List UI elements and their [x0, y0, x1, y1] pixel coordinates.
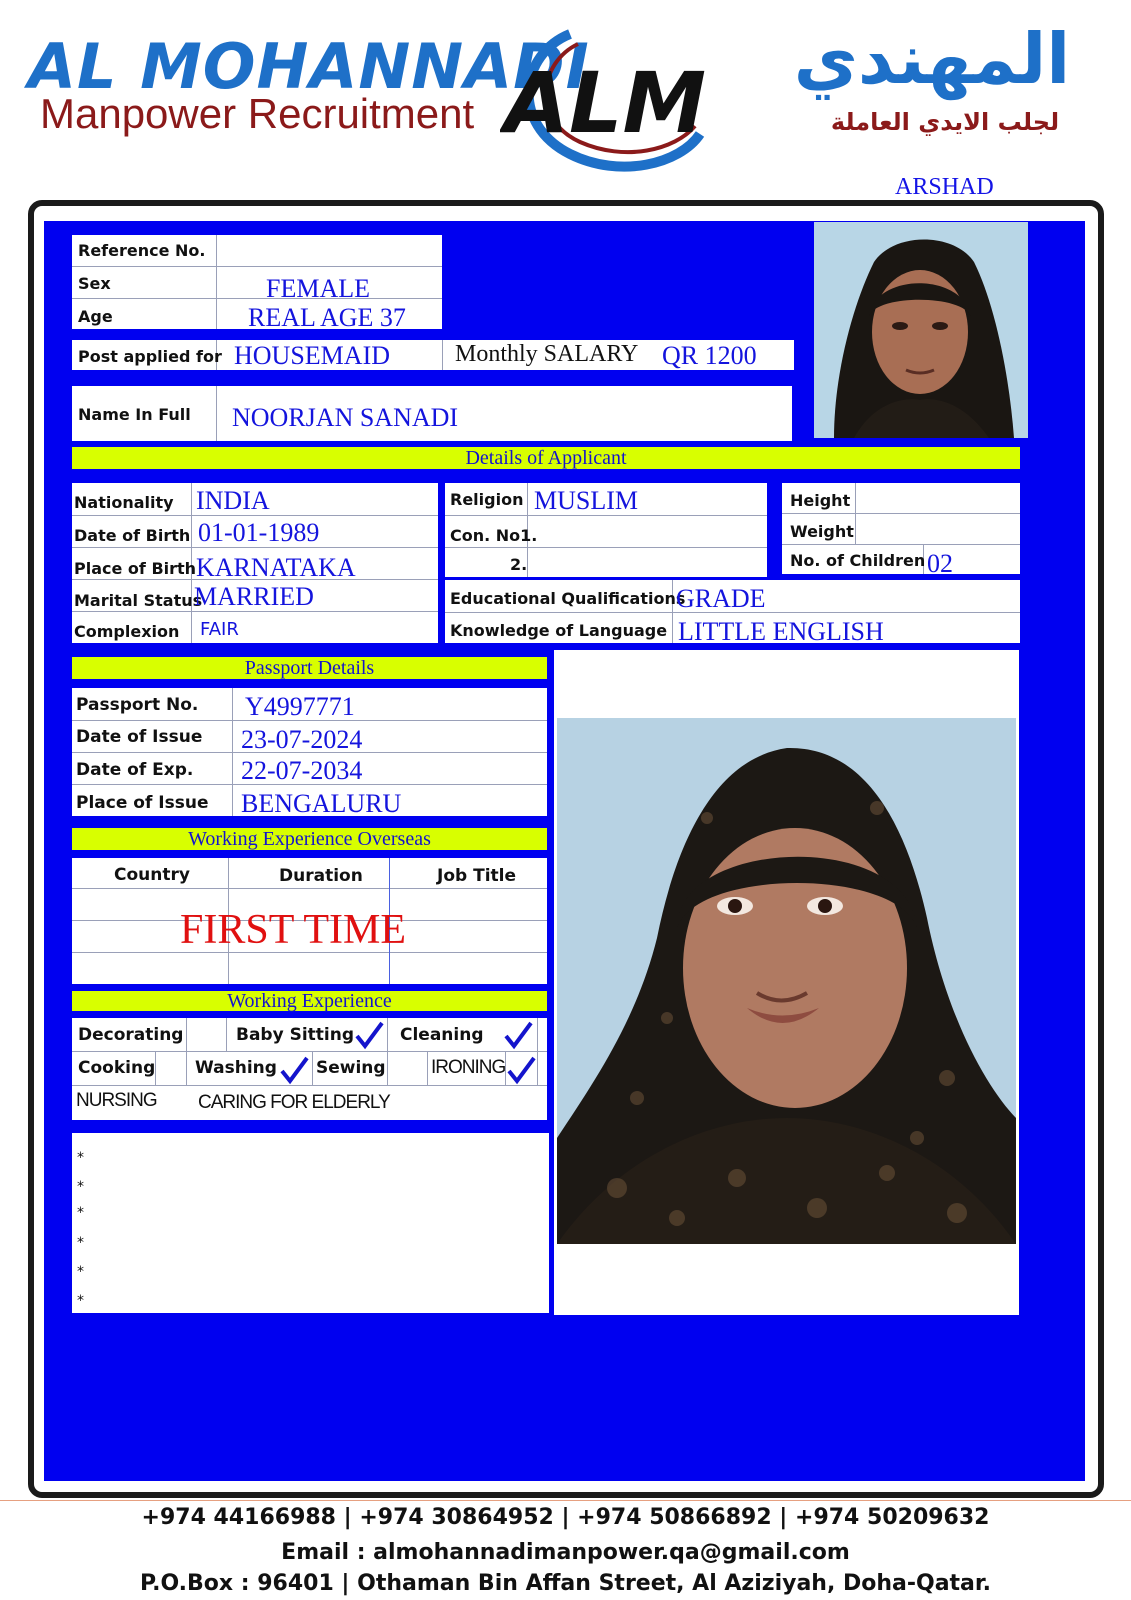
- details-heading: Details of Applicant: [72, 447, 1020, 469]
- language-label: Knowledge of Language: [450, 621, 668, 640]
- exp-decorating-label: Decorating: [78, 1025, 184, 1045]
- footer-email: Email : almohannadimanpower.qa@gmail.com: [281, 1540, 850, 1565]
- agent-name: ARSHAD: [895, 174, 994, 200]
- applicant-photo-small: [814, 222, 1028, 438]
- religion-label: Religion: [450, 490, 524, 509]
- salary-value: QR 1200: [662, 341, 757, 370]
- brand-name-english: AL MOHANNADI: [28, 30, 590, 103]
- language-value: LITTLE ENGLISH: [678, 617, 884, 646]
- remark-bullet: *: [77, 1235, 84, 1251]
- passport-issue-label: Date of Issue: [76, 727, 203, 747]
- overseas-col-job-title: Job Title: [437, 866, 516, 886]
- check-ironing-icon: [506, 1055, 536, 1085]
- exp-ironing-label: IRONING: [431, 1057, 506, 1078]
- sex-value: FEMALE: [266, 274, 370, 303]
- post-label: Post applied for: [78, 347, 222, 366]
- alm-logo: [500, 14, 740, 184]
- age-label: Age: [78, 307, 113, 326]
- remark-bullet: *: [77, 1205, 84, 1221]
- religion-value: MUSLIM: [534, 486, 639, 515]
- first-time-note: FIRST TIME: [180, 907, 406, 953]
- exp-baby-sitting-label: Baby Sitting: [236, 1025, 355, 1045]
- overseas-col-duration: Duration: [279, 866, 363, 886]
- passport-exp-value: 22-07-2034: [241, 756, 363, 785]
- experience-heading: Working Experience: [72, 991, 547, 1011]
- dob-label: Date of Birth: [74, 526, 191, 545]
- remark-bullet: *: [77, 1264, 84, 1280]
- passport-heading: Passport Details: [72, 657, 547, 679]
- education-label: Educational Qualifications: [450, 589, 686, 608]
- remarks-box: [72, 1133, 549, 1313]
- sex-label: Sex: [78, 274, 111, 293]
- contact1-label: Con. No1.: [450, 526, 538, 545]
- remark-bullet: *: [77, 1179, 84, 1195]
- dob-value: 01-01-1989: [198, 518, 320, 547]
- applicant-photo-large: [557, 718, 1016, 1244]
- passport-number-label: Passport No.: [76, 695, 199, 715]
- check-cleaning-icon: [503, 1020, 533, 1050]
- passport-exp-label: Date of Exp.: [76, 760, 194, 780]
- post-value: HOUSEMAID: [234, 341, 390, 370]
- children-label: No. of Children: [790, 551, 926, 570]
- brand-tagline-english: Manpower Recruitment: [40, 90, 475, 137]
- exp-cleaning-label: Cleaning: [400, 1025, 484, 1045]
- nationality-label: Nationality: [74, 493, 174, 512]
- overseas-heading: Working Experience Overseas: [72, 828, 547, 850]
- reference-label: Reference No.: [78, 241, 206, 260]
- brand-tagline-arabic: لجلب الايدي العاملة: [830, 108, 1060, 136]
- weight-label: Weight: [790, 522, 854, 541]
- children-value: 02: [927, 549, 953, 578]
- logo-letters: ALM: [504, 54, 707, 152]
- education-value: GRADE: [676, 584, 766, 613]
- overseas-col-country: Country: [114, 865, 190, 885]
- pob-label: Place of Birth: [74, 559, 197, 578]
- check-washing-icon: [279, 1055, 309, 1085]
- exp-cooking-label: Cooking: [78, 1058, 156, 1078]
- age-value: REAL AGE 37: [248, 303, 406, 332]
- passport-number-value: Y4997771: [245, 692, 355, 721]
- nationality-value: INDIA: [196, 486, 270, 515]
- name-label: Name In Full: [78, 405, 191, 424]
- pob-value: KARNATAKA: [196, 553, 356, 582]
- marital-label: Marital Status: [74, 591, 203, 610]
- brand-name-arabic: المهندي: [793, 18, 1071, 100]
- passport-place-value: BENGALURU: [241, 789, 402, 818]
- exp-sewing-label: Sewing: [316, 1058, 386, 1078]
- exp-elderly-label: CARING FOR ELDERLY: [198, 1092, 390, 1113]
- exp-nursing-label: NURSING: [76, 1090, 157, 1111]
- complexion-label: Complexion: [74, 622, 180, 641]
- complexion-value: FAIR: [200, 619, 239, 640]
- contact2-label: 2.: [510, 555, 528, 574]
- salary-label: Monthly SALARY: [455, 341, 639, 367]
- remark-bullet: *: [77, 1150, 84, 1166]
- footer-address: P.O.Box : 96401 | Othaman Bin Affan Street, Al Aziziyah, Doha-Qatar.: [140, 1571, 991, 1596]
- height-label: Height: [790, 491, 851, 510]
- passport-issue-value: 23-07-2024: [241, 725, 363, 754]
- footer-divider: [0, 1500, 1131, 1501]
- passport-place-label: Place of Issue: [76, 793, 209, 813]
- marital-value: MARRIED: [194, 582, 314, 611]
- exp-washing-label: Washing: [195, 1058, 277, 1078]
- check-baby-sitting-icon: [354, 1020, 384, 1050]
- footer-phone-numbers: +974 44166988 | +974 30864952 | +974 50866892 | +974 50209632: [141, 1505, 990, 1530]
- name-value: NOORJAN SANADI: [232, 403, 459, 432]
- remark-bullet: *: [77, 1293, 84, 1309]
